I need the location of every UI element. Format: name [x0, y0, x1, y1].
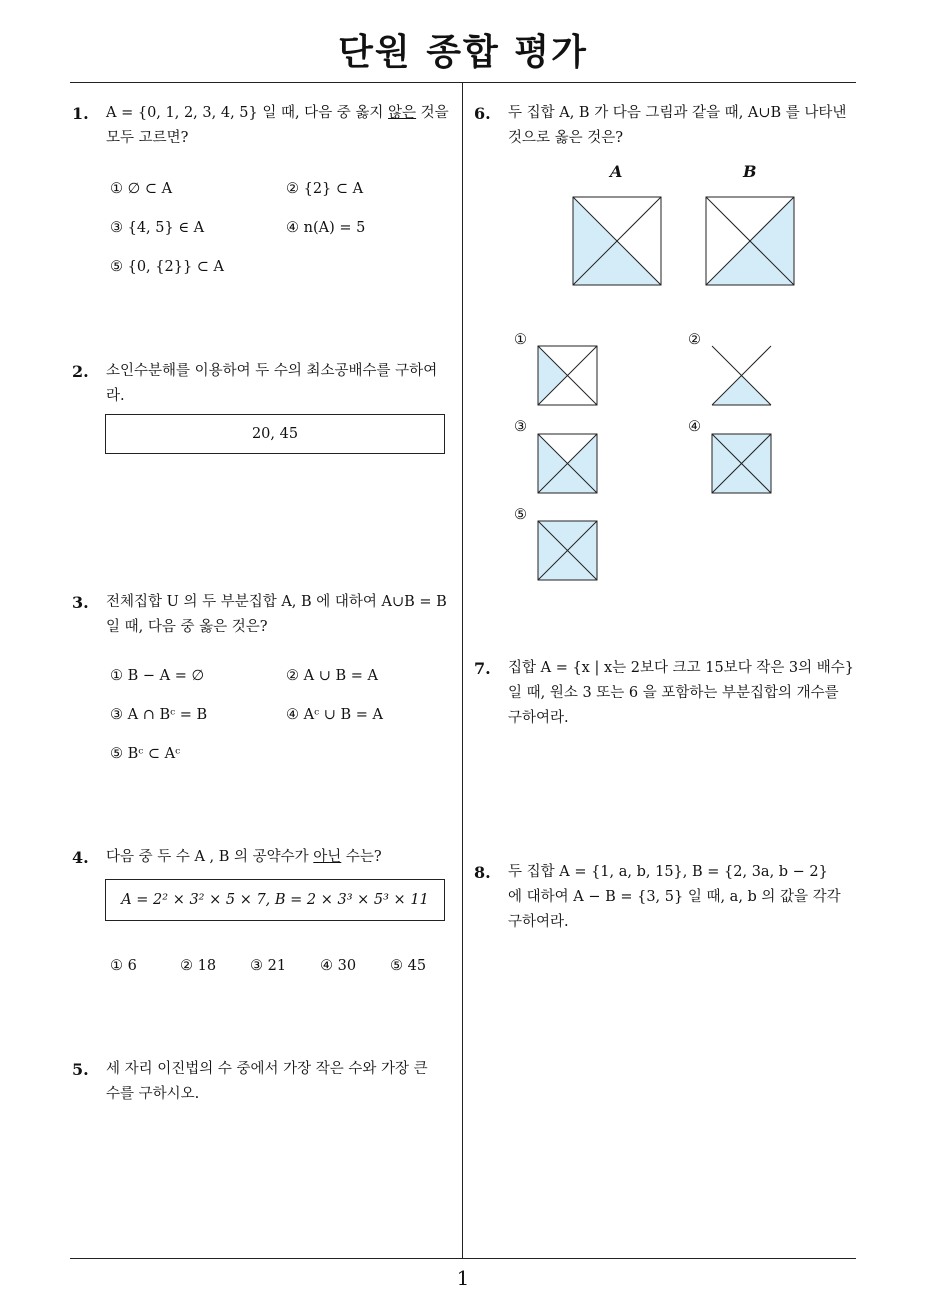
question-2-number: 2. — [72, 362, 89, 381]
q3-choice-1[interactable]: ① B − A = ∅ — [110, 668, 205, 684]
question-5-line1: 세 자리 이진법의 수 중에서 가장 작은 수와 가장 큰 — [106, 1061, 428, 1077]
q3-choice-2[interactable]: ② A ∪ B = A — [286, 668, 378, 684]
q6-choice-3-label[interactable]: ③ — [514, 419, 527, 435]
question-3-line2: 일 때, 다음 중 옳은 것은? — [106, 619, 268, 635]
q6-choice-1-label[interactable]: ① — [514, 332, 527, 348]
question-6-text — [508, 101, 858, 151]
question-1-line2: 모두 고르면? — [106, 130, 189, 146]
set-a-figure — [573, 197, 661, 285]
question-1-number: 1. — [72, 104, 89, 123]
q6-choice-3-figure[interactable] — [538, 434, 597, 493]
q1-choice-5[interactable]: ⑤ {0, {2}} ⊂ A — [110, 259, 225, 275]
question-8-line3: 구하여라. — [508, 914, 569, 930]
q3-choice-3[interactable]: ③ A ∩ Bᶜ = B — [110, 707, 208, 723]
q1-choice-4[interactable]: ④ n(A) = 5 — [286, 220, 366, 236]
q4-choice-2[interactable]: ② 18 — [180, 958, 217, 974]
question-4-underlined: 아닌 — [313, 849, 342, 865]
q1-choice-3[interactable]: ③ {4, 5} ∈ A — [110, 220, 205, 236]
q1-choice-1[interactable]: ① ∅ ⊂ A — [110, 181, 173, 197]
question-3-text — [106, 590, 456, 640]
q4-choice-4[interactable]: ④ 30 — [320, 958, 357, 974]
question-5-line2: 수를 구하시오. — [106, 1086, 200, 1102]
question-6-number: 6. — [474, 104, 491, 123]
q6-choice-5-label[interactable]: ⑤ — [514, 507, 527, 523]
question-7-line2: 일 때, 원소 3 또는 6 을 포함하는 부분집합의 개수를 — [508, 685, 839, 701]
question-2-line1: 소인수분해를 이용하여 두 수의 최소공배수를 구하여 — [106, 363, 438, 379]
q4-choice-5[interactable]: ⑤ 45 — [390, 958, 427, 974]
question-4-line1-post: 수는? — [341, 849, 382, 865]
set-b-figure — [706, 197, 794, 285]
q4-choice-1[interactable]: ① 6 — [110, 958, 137, 974]
question-2-text — [106, 359, 456, 409]
question-2-line2: 라. — [106, 388, 125, 404]
question-8-number: 8. — [474, 863, 491, 882]
figure-label-a: A — [610, 162, 623, 181]
question-2-number-box: 20, 45 — [105, 414, 445, 454]
q4-choice-3[interactable]: ③ 21 — [250, 958, 287, 974]
question-4-line1-pre: 다음 중 두 수 A , B 의 공약수가 — [106, 849, 314, 865]
q6-choice-5-figure[interactable] — [538, 521, 597, 580]
question-8-text — [508, 860, 858, 935]
q1-choice-2[interactable]: ② {2} ⊂ A — [286, 181, 364, 197]
q6-choice-2-label[interactable]: ② — [688, 332, 701, 348]
column-divider — [462, 83, 463, 1259]
header-rule — [70, 82, 856, 83]
page-title: 단원 종합 평가 — [338, 32, 588, 73]
q6-choice-4-label[interactable]: ④ — [688, 419, 701, 435]
question-4-condition-box: A = 2² × 3² × 5 × 7, B = 2 × 3³ × 5³ × 11 — [105, 879, 445, 921]
page-number: 1 — [456, 1266, 470, 1290]
question-7-text — [508, 656, 858, 731]
question-3-number: 3. — [72, 593, 89, 612]
question-5-number: 5. — [72, 1060, 89, 1079]
question-8-line2: 에 대하여 A − B = {3, 5} 일 때, a, b 의 값을 각각 — [508, 889, 841, 905]
question-7-line1: 집합 A = {x | x는 2보다 크고 15보다 작은 3의 배수} — [508, 660, 855, 676]
q6-choice-2-figure[interactable] — [712, 346, 771, 405]
question-3-line1: 전체집합 U 의 두 부분집합 A, B 에 대하여 A∪B = B — [106, 594, 447, 610]
question-1-text — [106, 101, 456, 151]
question-7-number: 7. — [474, 659, 491, 678]
q3-choice-5[interactable]: ⑤ Bᶜ ⊂ Aᶜ — [110, 746, 181, 762]
q6-choice-4-figure[interactable] — [712, 434, 771, 493]
question-4-text — [106, 845, 456, 870]
question-7-line3: 구하여라. — [508, 710, 569, 726]
q3-choice-4[interactable]: ④ Aᶜ ∪ B = A — [286, 707, 383, 723]
question-5-text — [106, 1057, 456, 1107]
question-6-line1: 두 집합 A, B 가 다음 그림과 같을 때, A∪B 를 나타낸 — [508, 105, 847, 121]
q6-choice-1-figure[interactable] — [538, 346, 597, 405]
question-1-underlined: 않은 — [388, 105, 417, 121]
question-1-line1-pre: A = {0, 1, 2, 3, 4, 5} 일 때, 다음 중 옳지 — [106, 105, 389, 121]
question-6-line2: 것으로 옳은 것은? — [508, 130, 624, 146]
question-1-line1-post: 것을 — [416, 105, 449, 121]
question-8-line1: 두 집합 A = {1, a, b, 15}, B = {2, 3a, b − 2} — [508, 864, 828, 880]
footer-rule — [70, 1258, 856, 1259]
figure-label-b: B — [743, 162, 757, 181]
question-4-number: 4. — [72, 848, 89, 867]
